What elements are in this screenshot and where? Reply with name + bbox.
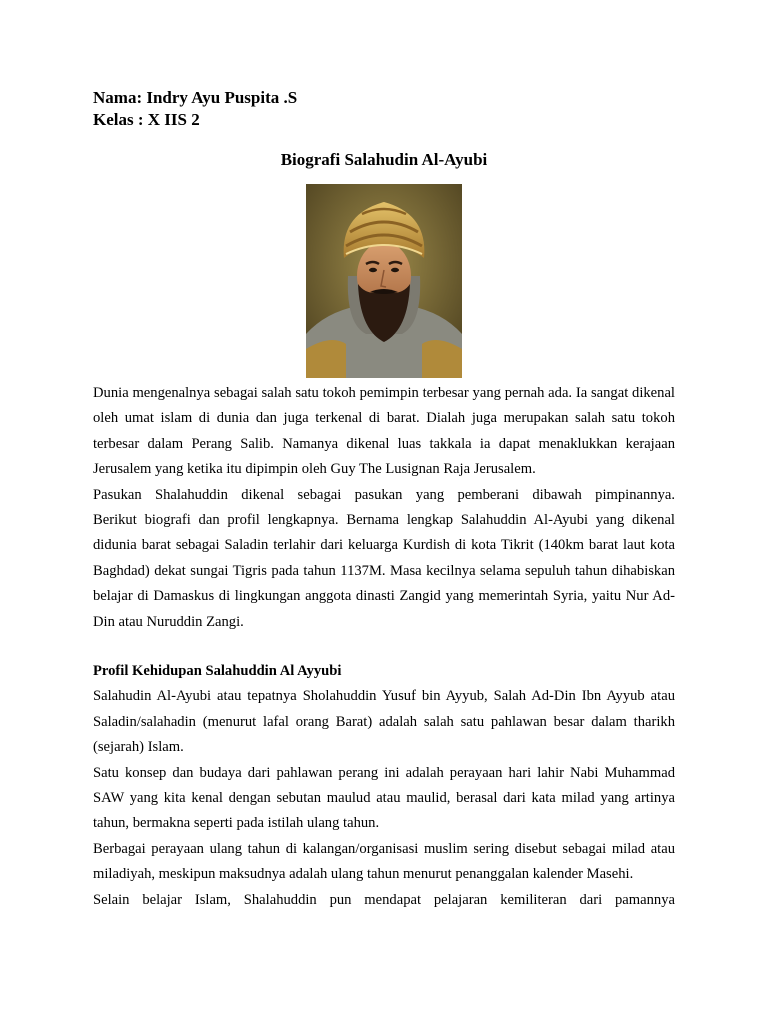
intro-paragraph-2: Pasukan Shalahuddin dikenal sebagai pasukan yang pemberani dibawah pimpinannya.	[93, 486, 675, 503]
intro-paragraph-1: Dunia mengenalnya sebagai salah satu tokoh pemimpin terbesar yang pernah ada. Ia sangat dikenal oleh umat islam di dunia dan juga terkenal di barat. Dialah juga merupakan salah satu tokoh terbesar dalam Perang Salib. Namanya dikenal luas takkala ia dapat menaklukkan kerajaan Jerusalem yang ketika itu dipimpin oleh Guy The Lusignan Raja Jerusalem.	[93, 385, 675, 478]
student-class: Kelas : X IIS 2	[93, 110, 200, 129]
document-title: Biografi Salahudin Al-Ayubi	[280, 150, 488, 169]
portrait-image	[306, 184, 462, 378]
section-paragraph-1: Salahudin Al-Ayubi atau tepatnya Sholahuddin Yusuf bin Ayyub, Salah Ad-Din Ibn Ayyub atau Saladin/salahadin (menurut lafal orang Barat) adalah salah satu pahlawan besar dalam tharikh (sejarah) Islam.	[93, 688, 675, 756]
intro-paragraph-3: Berikut biografi dan profil lengkapnya. Bernama lengkap Salahuddin Al-Ayubi yang dikenal didunia barat sebagai Saladin terlahir dari keluarga Kurdish di kota Tikrit (140km barat laut kota Baghdad) dekat sungai Tigris pada tahun 1137M. Masa kecilnya selama sepuluh tahun dihabiskan belajar di Damaskus di lingkungan anggota dinasti Zangid yang memerintah Syria, yaitu Nur Ad-Din atau Nuruddin Zangi.	[93, 512, 675, 630]
section-paragraph-2: Satu konsep dan budaya dari pahlawan perang ini adalah perayaan hari lahir Nabi Muhammad SAW yang kita kenal dengan sebutan maulud atau maulid, berasal dari kata milad yang artinya tahun, bermakna seperti pada istilah ulang tahun.	[93, 764, 675, 832]
section-paragraph-4: Selain belajar Islam, Shalahuddin pun mendapat pelajaran kemiliteran dari pamannya	[93, 891, 675, 908]
intro-text	[93, 381, 675, 635]
section-heading: Profil Kehidupan Salahuddin Al Ayyubi	[93, 663, 342, 679]
student-name: Nama: Indry Ayu Puspita .S	[93, 88, 298, 107]
section-paragraph-3: Berbagai perayaan ulang tahun di kalangan/organisasi muslim sering disebut sebagai milad atau miladiyah, meskipun maksudnya adalah ulang tahun menurut penanggalan kalender Masehi.	[93, 840, 675, 883]
portrait-of-salahuddin-icon	[306, 184, 462, 378]
profile-section	[93, 659, 675, 913]
